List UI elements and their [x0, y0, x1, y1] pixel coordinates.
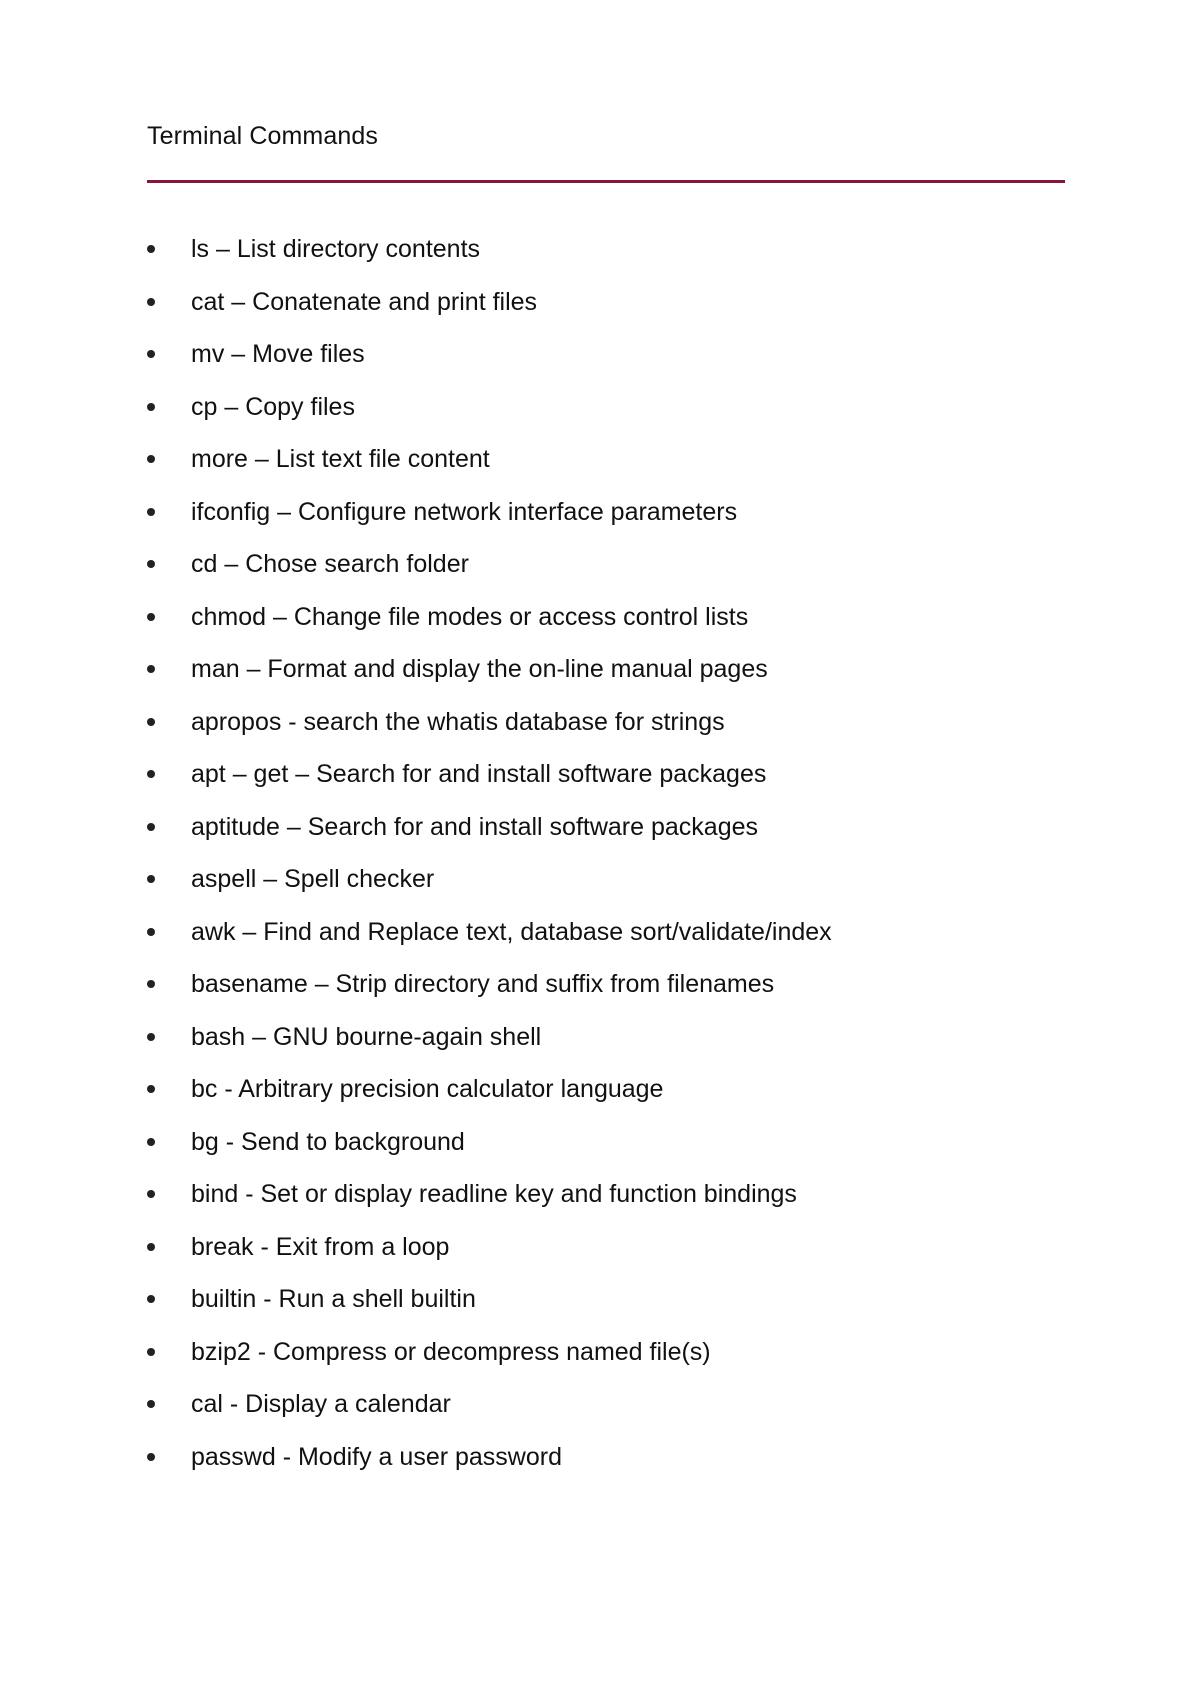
command-text: mv – Move files — [191, 340, 365, 368]
bullet-icon — [147, 1453, 155, 1461]
command-text: aspell – Spell checker — [191, 865, 435, 893]
list-item — [147, 234, 1127, 287]
list-item — [147, 549, 1127, 602]
list-item — [147, 864, 1127, 917]
command-text: break - Exit from a loop — [191, 1232, 450, 1261]
command-text: ifconfig – Configure network interface parameters — [191, 497, 738, 526]
list-item — [147, 1232, 1127, 1285]
list-item — [147, 707, 1127, 760]
bullet-icon — [147, 403, 155, 411]
command-text: bg - Send to background — [191, 1127, 465, 1156]
bullet-icon — [147, 613, 155, 621]
bullet-icon — [147, 455, 155, 463]
bullet-icon — [147, 1348, 155, 1356]
command-text: more – List text file content — [191, 445, 490, 473]
list-item — [147, 497, 1127, 550]
list-item — [147, 1442, 1127, 1495]
command-text: man – Format and display the on-line manual pages — [191, 655, 768, 683]
command-text: cal - Display a calendar — [191, 1390, 451, 1418]
bullet-icon — [147, 350, 155, 358]
bullet-icon — [147, 718, 155, 726]
bullet-icon — [147, 1243, 155, 1251]
list-item — [147, 1337, 1127, 1390]
list-item — [147, 969, 1127, 1022]
command-text: cat – Conatenate and print files — [191, 287, 538, 316]
command-text: aptitude – Search for and install software packages — [191, 812, 759, 841]
command-text: bzip2 - Compress or decompress named file(s) — [191, 1337, 711, 1366]
list-item — [147, 1179, 1127, 1232]
bullet-icon — [147, 1400, 155, 1408]
list-item — [147, 1389, 1127, 1442]
bullet-icon — [147, 298, 155, 306]
list-item — [147, 759, 1127, 812]
command-text: cp – Copy files — [191, 392, 355, 421]
bullet-icon — [147, 1138, 155, 1146]
bullet-icon — [147, 1295, 155, 1303]
list-item — [147, 1284, 1127, 1337]
bullet-icon — [147, 875, 155, 883]
list-item — [147, 1074, 1127, 1127]
bullet-icon — [147, 560, 155, 568]
bullet-icon — [147, 1190, 155, 1198]
list-item — [147, 654, 1127, 707]
command-text: chmod – Change file modes or access control lists — [191, 602, 749, 631]
command-text: basename – Strip directory and suffix from filenames — [191, 970, 775, 998]
command-text: bc - Arbitrary precision calculator language — [191, 1075, 664, 1103]
list-item — [147, 392, 1127, 445]
bullet-icon — [147, 770, 155, 778]
list-item — [147, 444, 1127, 497]
title-divider — [147, 180, 1065, 183]
bullet-icon — [147, 980, 155, 988]
bullet-icon — [147, 928, 155, 936]
list-item — [147, 1022, 1127, 1075]
list-item — [147, 812, 1127, 865]
command-text: bind - Set or display readline key and function bindings — [191, 1180, 797, 1208]
list-item — [147, 339, 1127, 392]
command-text: builtin - Run a shell builtin — [191, 1285, 476, 1313]
list-item — [147, 602, 1127, 655]
command-text: apropos - search the whatis database for strings — [191, 707, 725, 736]
command-text: ls – List directory contents — [191, 235, 481, 263]
list-item — [147, 1127, 1127, 1180]
list-item — [147, 287, 1127, 340]
bullet-icon — [147, 1085, 155, 1093]
list-item — [147, 917, 1127, 970]
command-list — [147, 234, 1127, 1494]
bullet-icon — [147, 665, 155, 673]
page-title: Terminal Commands — [147, 122, 378, 150]
command-text: cd – Chose search folder — [191, 550, 469, 578]
command-text: passwd - Modify a user password — [191, 1442, 562, 1471]
bullet-icon — [147, 1033, 155, 1041]
command-text: apt – get – Search for and install software packages — [191, 760, 767, 788]
bullet-icon — [147, 245, 155, 253]
bullet-icon — [147, 508, 155, 516]
bullet-icon — [147, 823, 155, 831]
command-text: awk – Find and Replace text, database sort/validate/index — [191, 917, 832, 946]
command-text: bash – GNU bourne-again shell — [191, 1022, 542, 1051]
